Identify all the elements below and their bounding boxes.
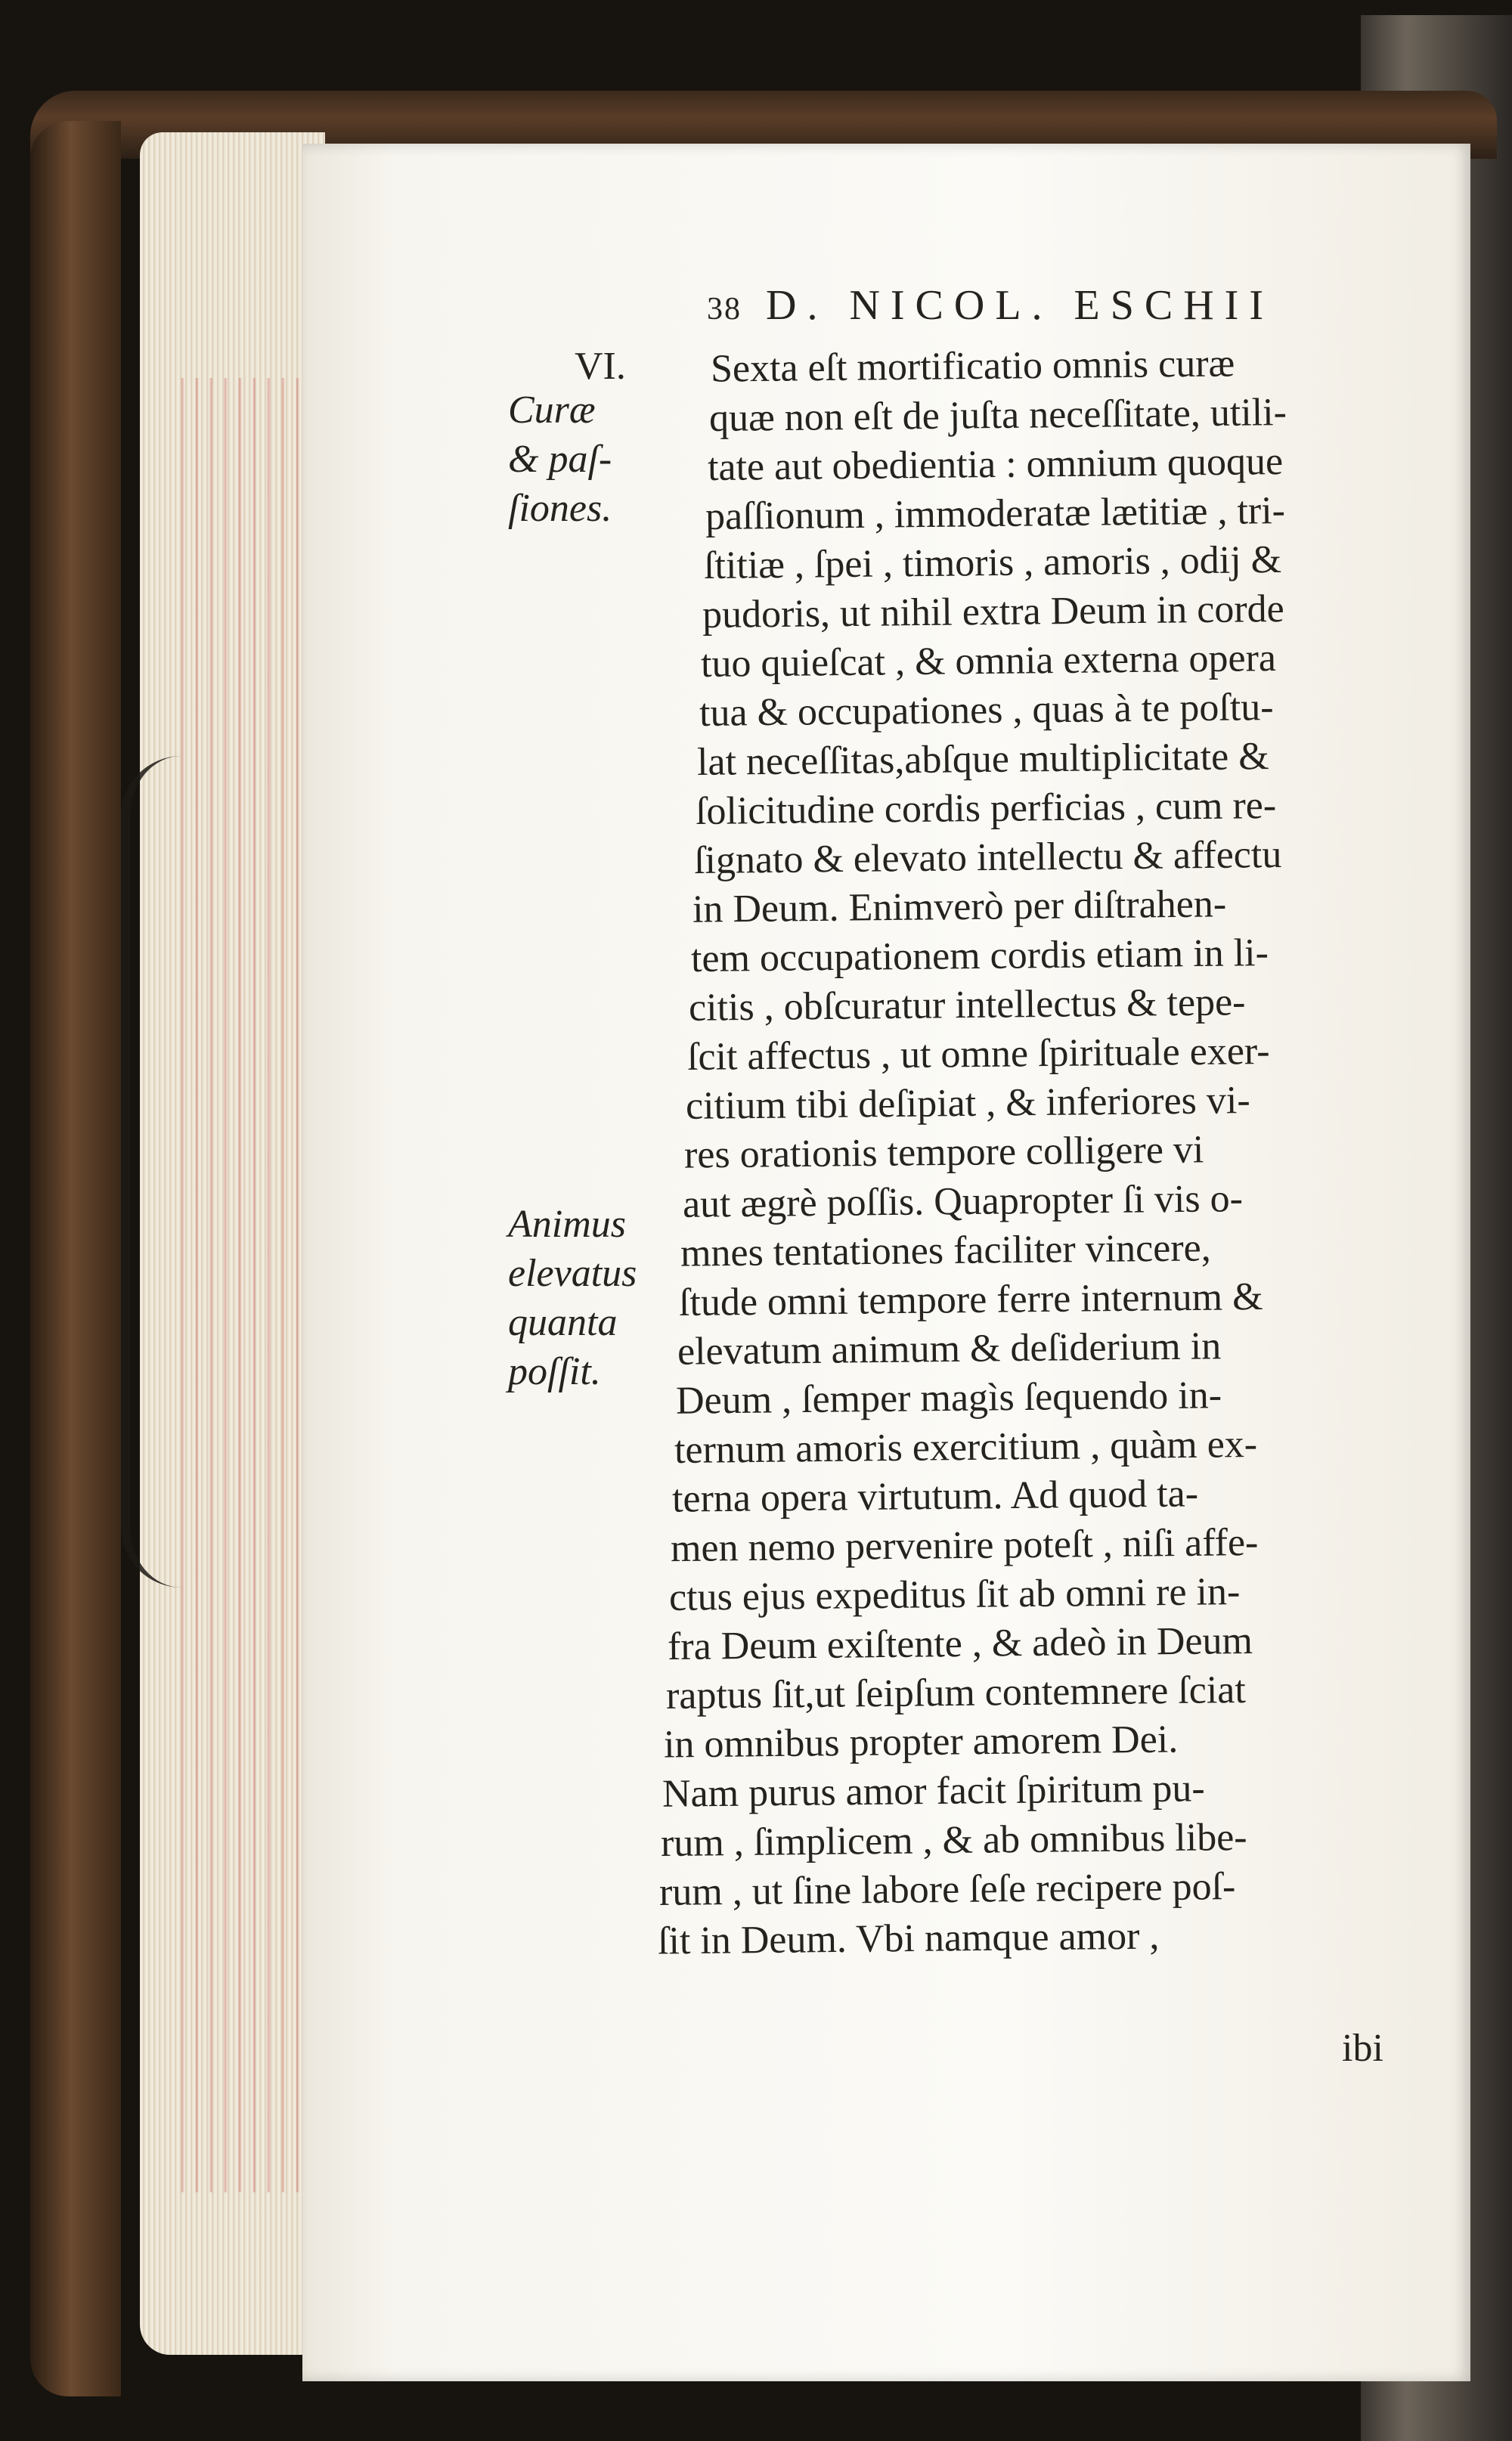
margin-note-line: Curæ xyxy=(508,389,596,432)
leather-cover-left xyxy=(30,121,121,2396)
body-line: citium tibi deſipiat , & inferiores vi- xyxy=(685,1079,1250,1128)
body-line: rum , ut ſine labore ſeſe recipere poſ- xyxy=(658,1865,1236,1914)
body-line: tuo quieſcat , & omnia externa opera xyxy=(700,637,1277,686)
body-line: ſtitiæ , ſpei , timoris , amoris , odij & xyxy=(703,538,1282,587)
body-line: aut ægrè poſſis. Quapropter ſi vis o- xyxy=(682,1177,1244,1226)
body-line: Nam purus amor facit ſpiritum pu- xyxy=(662,1767,1205,1816)
body-line: lat neceſſitas,abſque multiplicitate & xyxy=(696,735,1269,784)
body-line: ctus ejus expeditus ſit ab omni re in- xyxy=(668,1570,1241,1619)
body-line: mnes tentationes faciliter vincere, xyxy=(680,1226,1211,1275)
body-line: elevatum animum & deſiderium in xyxy=(677,1324,1222,1374)
catchword: ibi xyxy=(1342,2027,1383,2070)
page-number: 38 xyxy=(707,292,742,327)
margin-note-line: & paſ- xyxy=(508,438,612,481)
body-line: men nemo pervenire poteſt , niſi affe- xyxy=(670,1520,1259,1571)
body-line: terna opera virtutum. Ad quod ta- xyxy=(671,1472,1199,1521)
margin-note-line: Animus xyxy=(508,1203,626,1246)
body-line: Deum , ſemper magìs ſequendo in- xyxy=(675,1374,1222,1423)
body-line: ternum amoris exercitium , quàm ex- xyxy=(674,1422,1258,1473)
red-edge-sprinkle xyxy=(170,378,306,2192)
body-line: raptus ſit,ut ſeipſum contemnere ſciat xyxy=(665,1668,1247,1718)
body-line: in omnibus propter amorem Dei. xyxy=(663,1718,1179,1767)
body-line: ſignato & elevato intellectu & affectu xyxy=(693,832,1282,883)
running-title: D. NICOL. ESCHII xyxy=(766,282,1274,329)
body-line: tate aut obedientia : omnium quoque xyxy=(707,440,1284,489)
body-line: ſtude omni tempore ferre internum & xyxy=(678,1275,1263,1325)
body-line: Sexta eſt mortificatio omnis curæ xyxy=(710,342,1235,391)
body-line: pudoris, ut nihil extra Deum in corde xyxy=(702,587,1284,637)
body-line: paſſionum , immoderatæ lætitiæ , tri- xyxy=(705,488,1286,539)
body-line: fra Deum exiſtente , & adeò in Deum xyxy=(667,1619,1253,1669)
margin-note-line: elevatus xyxy=(508,1252,637,1295)
body-line: quæ non eſt de juſta neceſſitate, utili- xyxy=(708,391,1287,440)
section-numeral: VI. xyxy=(575,345,626,388)
body-line: rum , ſimplicem , & ab omnibus libe- xyxy=(660,1815,1247,1866)
body-line: tem occupationem cordis etiam in li- xyxy=(690,931,1269,980)
running-head xyxy=(707,281,1274,330)
body-line: in Deum. Enimverò per diſtrahen- xyxy=(692,882,1227,931)
margin-note-line: quanta xyxy=(508,1301,618,1344)
body-line: ſit in Deum. Vbi namque amor , xyxy=(657,1914,1160,1963)
body-line: tua & occupationes , quas à te poſtu- xyxy=(699,686,1274,735)
margin-note-line: ſiones. xyxy=(508,487,612,530)
body-line: ſcit affectus , ut omne ſpirituale exer- xyxy=(686,1029,1270,1080)
margin-note-line: poſſit. xyxy=(508,1350,601,1393)
show-through-ink xyxy=(121,756,183,1588)
body-line: citis , obſcuratur intellectus & tepe- xyxy=(688,980,1246,1030)
body-line: ſolicitudine cordis perficias , cum re- xyxy=(695,783,1277,834)
body-line: res orationis tempore colligere vi xyxy=(683,1128,1204,1177)
